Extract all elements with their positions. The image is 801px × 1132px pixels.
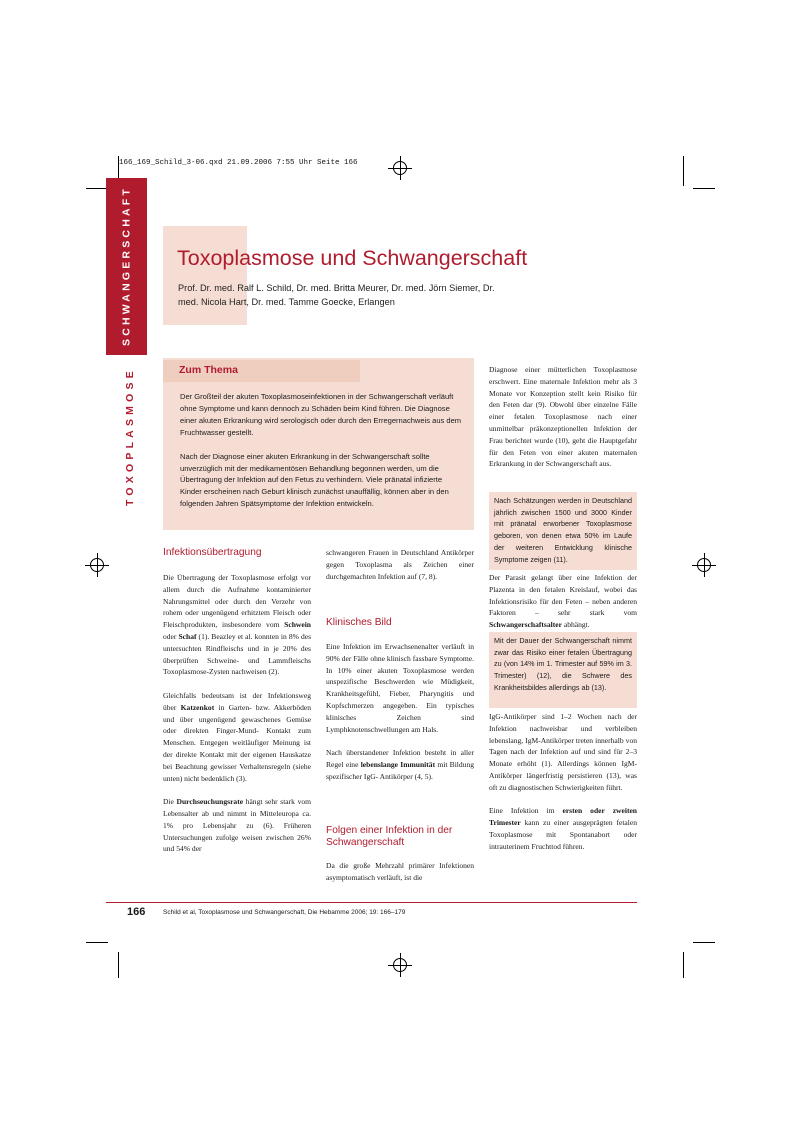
page-number: 166	[127, 906, 146, 918]
body-paragraph: Nach überstandener Infektion besteht in aller Regel eine lebenslange Immunität mit Bildung spezifischer IgG- Antikörper (4, 5).	[326, 748, 474, 781]
crop-mark	[683, 952, 684, 978]
body-paragraph: Die Durchseuchungsrate hängt sehr stark vom Lebensalter ab und nimmt in Mitteleuropa ca. 1% pro Lebensjahr zu (6). Früheren Untersuchungen zufolge weisen zwischen 26% und 54% der	[163, 797, 311, 854]
crop-mark	[693, 188, 715, 189]
body-paragraph: Die Übertragung der Toxoplasmose erfolgt vor allem durch die Aufnahme kontaminierter Nahrungsmittel oder durch den Verzehr von rohem oder ungenügend erhitztem Fleisch oder Fleischprodukten, insbesondere vom Schwein oder Schaf (1). Beazley et al. konnten in 8% des untersuchten Rindfleischs und in je 20% des überprüften Schweine- und Lammfleischs Toxoplasmose-Zysten nachweisen (2).	[163, 573, 311, 677]
article-authors: Prof. Dr. med. Ralf L. Schild, Dr. med. Britta Meurer, Dr. med. Jörn Siemer, Dr. med. Nicola Hart, Dr. med. Tamme Goecke, Erlangen	[178, 283, 495, 307]
section-heading: Folgen einer Infektion in der Schwangerschaft	[326, 825, 453, 848]
body-paragraph: Eine Infektion im ersten oder zweiten Trimester kann zu einer ausgeprägten fetalen Toxoplasmose mit Spontanabort oder intrauterinem Fruchttod führen.	[489, 806, 638, 851]
body-paragraph: Diagnose einer mütterlichen Toxoplasmose erschwert. Eine maternale Infektion mehr als 3 Monate vor Konzeption stellt kein Risiko für den Feten dar (9). Obwohl über einzelne Fälle einer fetalen Toxoplasmose nach einer unmittelbar präkonzeptionellen Infektion der Frau berichtet wurde (10), geht die Hauptgefahr für den Feten von einer akuten maternalen Erkrankung in der Schwangerschaft aus.	[489, 365, 637, 469]
section-label: SCHWANGERSCHAFT	[120, 186, 133, 347]
registration-mark-icon	[393, 958, 407, 972]
summary-paragraph: Der Großteil der akuten Toxoplasmoseinfektionen in der Schwangerschaft verläuft ohne Symptome und kann dennoch zu Schäden beim Kind führen. Die Diagnose einer akuten Erkrankung wird serologisch oder durch den Erregernachweis aus dem Fruchtwasser gestellt.	[180, 392, 462, 437]
body-paragraph: IgG-Antikörper sind 1–2 Wochen nach der Infektion nachweisbar und verbleiben lebenslang, IgM-Antikörper treten innerhalb von Tagen nach der Infektion auf und sind für 2–3 Monate erhöht (1). Allerdings können IgM-Antikörper längerfristig persistieren (13), was oft zu diagnostischen Schwierigkeiten führt.	[489, 712, 637, 792]
print-slug: 166_169_Schild_3-06.qxd 21.09.2006 7:55 Uhr Seite 166	[119, 159, 358, 167]
crop-mark	[693, 942, 715, 943]
text-column-3	[489, 364, 637, 470]
body-paragraph: Da die große Mehrzahl primärer Infektionen asymptomatisch verläuft, ist die	[326, 861, 474, 882]
summary-box-title: Zum Thema	[179, 364, 238, 376]
registration-mark-icon	[90, 558, 104, 572]
registration-mark-icon	[393, 161, 407, 175]
topic-label: TOXOPLASMOSE	[124, 367, 136, 507]
text-column-1	[163, 572, 311, 867]
crop-mark	[118, 952, 119, 978]
crop-mark	[86, 188, 108, 189]
body-paragraph: Eine Infektion im Erwachsenenalter verläuft in 90% der Fälle ohne klinisch fassbare Symptome. In 10% einer akuten Toxoplasmose werden unspezifische Beschwerden wie Müdigkeit, Krankheitsgefühl, Fieber, Pharyngitis und Kopfschmerzen angegeben. Ein typisches klinisches Zeichen sind Lymphknotenschwellungen am Hals.	[326, 642, 474, 734]
text-column-2	[326, 547, 474, 594]
text-column-2c	[326, 860, 474, 895]
article-title: Toxoplasmose und Schwangerschaft	[177, 246, 528, 270]
highlight-box: Mit der Dauer der Schwangerschaft nimmt zwar das Risiko einer fetalen Übertragung zu (von 14% im 1. Trimester auf 59% im 3. Trimester) (12), die Schwere des Krankheitsbildes allerdings ab (13).	[489, 632, 637, 708]
summary-paragraph: Nach der Diagnose einer akuten Erkrankung in der Schwangerschaft sollte unverzüglich mit der medikamentösen Behandlung begonnen werden, um die Übertragung der Infektion auf den Fetus zu verhindern. Viele pränatal infizierte Kinder erscheinen nach Geburt klinisch zunächst unauffällig, können aber in den folgenden Jahren Spätsymptome der Infektion entwickeln.	[180, 451, 449, 509]
section-heading: Klinisches Bild	[326, 617, 392, 628]
body-paragraph: Der Parasit gelangt über eine Infektion der Plazenta in den fetalen Kreislauf, wobei das Infektionsrisiko für den Feten – neben anderen Faktoren – sehr stark vom Schwangerschaftsalter abhängt.	[489, 573, 637, 630]
text-column-2b	[326, 641, 474, 794]
highlight-box: Nach Schätzungen werden in Deutschland jährlich zwischen 1500 und 3000 Kinder mit pränatal erworbener Toxoplasmose geboren, von denen etwa 50% im Laufe der weiteren Entwicklung klinische Symptome zeigen (11).	[489, 492, 637, 570]
footer-rule	[106, 902, 637, 903]
footer-citation: Schild et al, Toxoplasmose und Schwangerschaft, Die Hebamme 2006; 19: 166–179	[163, 909, 406, 916]
summary-box-body	[180, 391, 463, 522]
body-paragraph: Gleichfalls bedeutsam ist der Infektionsweg über Katzenkot in Garten- bzw. Akkerböden und über ungenügend gewaschenes Gemüse oder direkten Finger-Mund- Kontakt zum Menschen. Entgegen weitläufiger Meinung ist der direkte Kontakt mit der eigenen Hauskatze bei Beachtung gewisser Verhaltensregeln (siehe unten) nicht bedenklich (3).	[163, 690, 312, 783]
crop-mark	[86, 942, 108, 943]
text-column-3c	[489, 711, 637, 864]
title-accent-block	[163, 226, 247, 325]
text-column-3b	[489, 572, 637, 631]
crop-mark	[683, 156, 684, 186]
body-paragraph: schwangeren Frauen in Deutschland Antikörper gegen Toxoplasma als Zeichen einer durchgemachten Infektion auf (7, 8).	[326, 548, 474, 581]
section-heading: Infektionsübertragung	[163, 547, 262, 558]
registration-mark-icon	[697, 558, 711, 572]
